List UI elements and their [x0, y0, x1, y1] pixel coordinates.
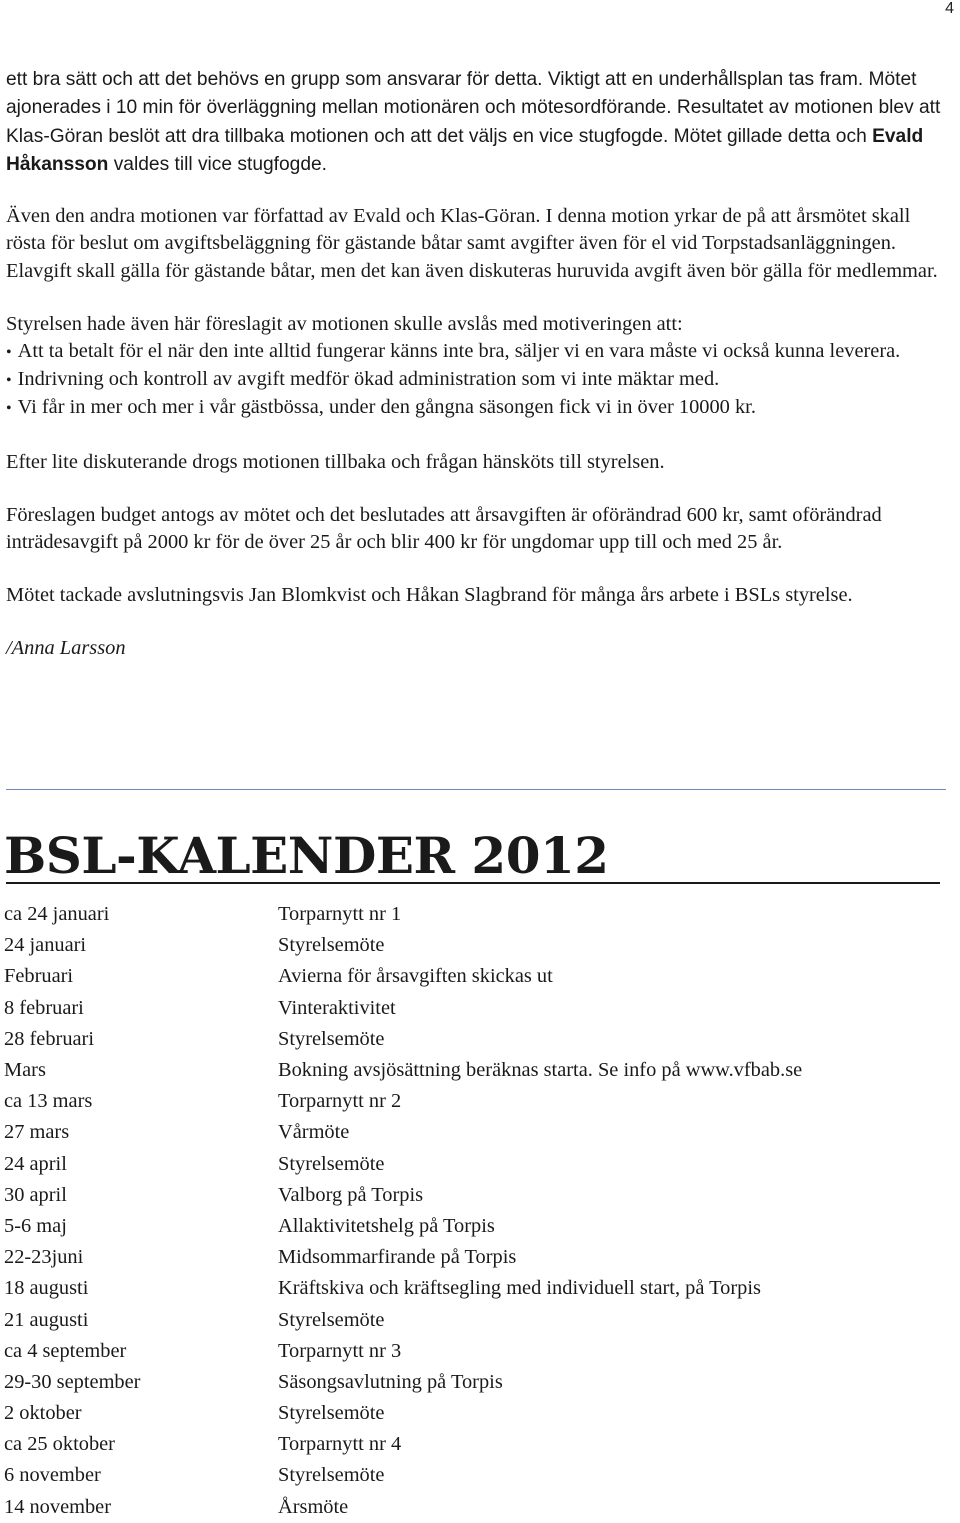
calendar-date: 28 februari	[4, 1027, 95, 1050]
calendar-row	[4, 1460, 802, 1491]
bullet-text: Vi får in mer och mer i vår gästbössa, under den gångna säsongen fick vi in över 10000 kr.	[17, 396, 756, 419]
calendar-row	[4, 899, 802, 930]
calendar-date: 24 april	[4, 1152, 67, 1175]
calendar-event: Vårmöte	[278, 1121, 350, 1144]
bullet-item	[6, 366, 950, 394]
bullet-text: Indrivning och kontroll av avgift medför ökad administration som vi inte mäktar med.	[17, 368, 720, 391]
calendar-row	[4, 961, 802, 992]
calendar-event: Valborg på Torpis	[278, 1183, 424, 1206]
paragraph-budget: Föreslagen budget antogs av mötet och det beslutades att årsavgiften är oförändrad 600 kr, samt oförändrad inträdesavgift på 2000 kr för de över 25 år och blir 400 kr för ungdomar upp till och med 25 år.	[6, 503, 882, 554]
paragraph-thanks: Mötet tackade avslutningsvis Jan Blomkvist och Håkan Slagbrand för många års arbete i BSLs styrelse.	[6, 584, 853, 607]
calendar-row	[4, 1086, 802, 1117]
calendar-date: 22-23juni	[4, 1246, 84, 1269]
bullet-list	[6, 338, 950, 423]
paragraph-withdrawn: Efter lite diskuterande drogs motionen tillbaka och frågan hänsköts till styrelsen.	[6, 450, 665, 473]
calendar-event: Styrelsemöte	[278, 1464, 385, 1487]
calendar-event: Styrelsemöte	[278, 1402, 385, 1425]
calendar-date: 29-30 september	[4, 1370, 141, 1393]
calendar-title-underline	[6, 882, 940, 884]
calendar-event: Torparnytt nr 3	[278, 1339, 402, 1362]
calendar-date: ca 13 mars	[4, 1090, 93, 1113]
calendar-date: 27 mars	[4, 1121, 70, 1144]
signature: /Anna Larsson	[6, 637, 126, 660]
calendar-event: Midsommarfirande på Torpis	[278, 1246, 517, 1269]
page-number: 4	[945, 0, 954, 17]
calendar-event: Styrelsemöte	[278, 934, 385, 957]
bullet-item	[6, 394, 950, 422]
paragraph-motion-result	[6, 66, 950, 179]
calendar-row	[4, 1149, 802, 1180]
calendar-date: 24 januari	[4, 934, 87, 957]
bullet-icon: •	[6, 344, 12, 361]
calendar-row	[4, 1398, 802, 1429]
calendar-row	[4, 1367, 802, 1398]
calendar-date: 21 augusti	[4, 1308, 89, 1331]
calendar-date: Mars	[4, 1059, 46, 1082]
calendar-date: 30 april	[4, 1183, 67, 1206]
calendar-row	[4, 1180, 802, 1211]
bullet-text: Att ta betalt för el när den inte alltid fungerar känns inte bra, säljer vi en vara måste vi också kunna leverera.	[17, 340, 901, 362]
calendar-row	[4, 1242, 802, 1273]
paragraph-text: ett bra sätt och att det behövs en grupp som ansvarar för detta. Viktigt att en underhållsplan tas fram. Mötet ajonerades i 10 min för överläggning mellan motionären och mötesordförande. Resultatet av motionen blev att Klas-Göran beslöt att dra tillbaka motionen och att det väljs en vice stugfogde. Mötet gillade detta och	[6, 69, 941, 147]
calendar-event: Årsmöte	[278, 1495, 349, 1518]
calendar-event: Kräftskiva och kräftsegling med individuell start, på Torpis	[278, 1277, 761, 1300]
calendar-event: Säsongsavlutning på Torpis	[278, 1370, 503, 1393]
calendar-date: ca 24 januari	[4, 903, 110, 926]
bullet-item	[6, 338, 950, 366]
calendar-event: Vinteraktivitet	[278, 996, 396, 1019]
calendar-date: Februari	[4, 965, 74, 988]
calendar-row	[4, 993, 802, 1024]
bullet-icon: •	[6, 400, 12, 418]
calendar-row	[4, 1304, 802, 1335]
bold-name: Evald Håkansson	[6, 125, 924, 175]
calendar-event: Styrelsemöte	[278, 1308, 385, 1331]
calendar-date: 14 november	[4, 1495, 112, 1518]
calendar-event: Torparnytt nr 1	[278, 903, 402, 926]
calendar-event: Allaktivitetshelg på Torpis	[278, 1214, 495, 1237]
calendar-date: 5-6 maj	[4, 1214, 67, 1237]
calendar-date: ca 25 oktober	[4, 1433, 115, 1456]
calendar-date: 18 augusti	[4, 1277, 89, 1300]
calendar-date: ca 4 september	[4, 1339, 127, 1362]
section-divider	[6, 789, 946, 790]
calendar-row	[4, 1492, 802, 1523]
paragraph-second-motion: Även den andra motionen var författad av Evald och Klas-Göran. I denna motion yrkar de på att årsmötet skall rösta för beslut om avgiftsbeläggning för gästande båtar samt avgifter även för el vid Torpstadsanläggningen. Elavgift skall gälla för gästande båtar, men det kan även diskuteras huruvida avgift även bör gälla för medlemmar.	[6, 205, 938, 282]
calendar-row	[4, 1336, 802, 1367]
calendar-event: Torparnytt nr 4	[278, 1433, 402, 1456]
paragraph-text: valdes till vice stugfogde.	[108, 153, 328, 175]
calendar-row	[4, 1024, 802, 1055]
calendar-event: Bokning avsjösättning beräknas starta. Se info på www.vfbab.se	[278, 1059, 803, 1082]
calendar-date: 8 februari	[4, 996, 84, 1019]
calendar-row	[4, 1273, 802, 1304]
document-body	[6, 66, 950, 663]
calendar-row	[4, 1429, 802, 1460]
bullet-icon: •	[6, 372, 12, 390]
calendar-date: 6 november	[4, 1464, 101, 1487]
calendar-title: BSL-KALENDER 2012	[4, 826, 609, 885]
calendar-event: Styrelsemöte	[278, 1152, 385, 1175]
calendar-event: Styrelsemöte	[278, 1027, 385, 1050]
calendar-row	[4, 930, 802, 961]
calendar-row	[4, 1211, 802, 1242]
calendar-row	[4, 1117, 802, 1148]
paragraph-board-intro: Styrelsen hade även här föreslagit av motionen skulle avslås med motiveringen att:	[6, 312, 683, 335]
calendar-event: Avierna för årsavgiften skickas ut	[278, 965, 553, 988]
calendar-table	[4, 899, 802, 1523]
calendar-date: 2 oktober	[4, 1402, 82, 1425]
calendar-event: Torparnytt nr 2	[278, 1090, 402, 1113]
calendar-row	[4, 1055, 802, 1086]
